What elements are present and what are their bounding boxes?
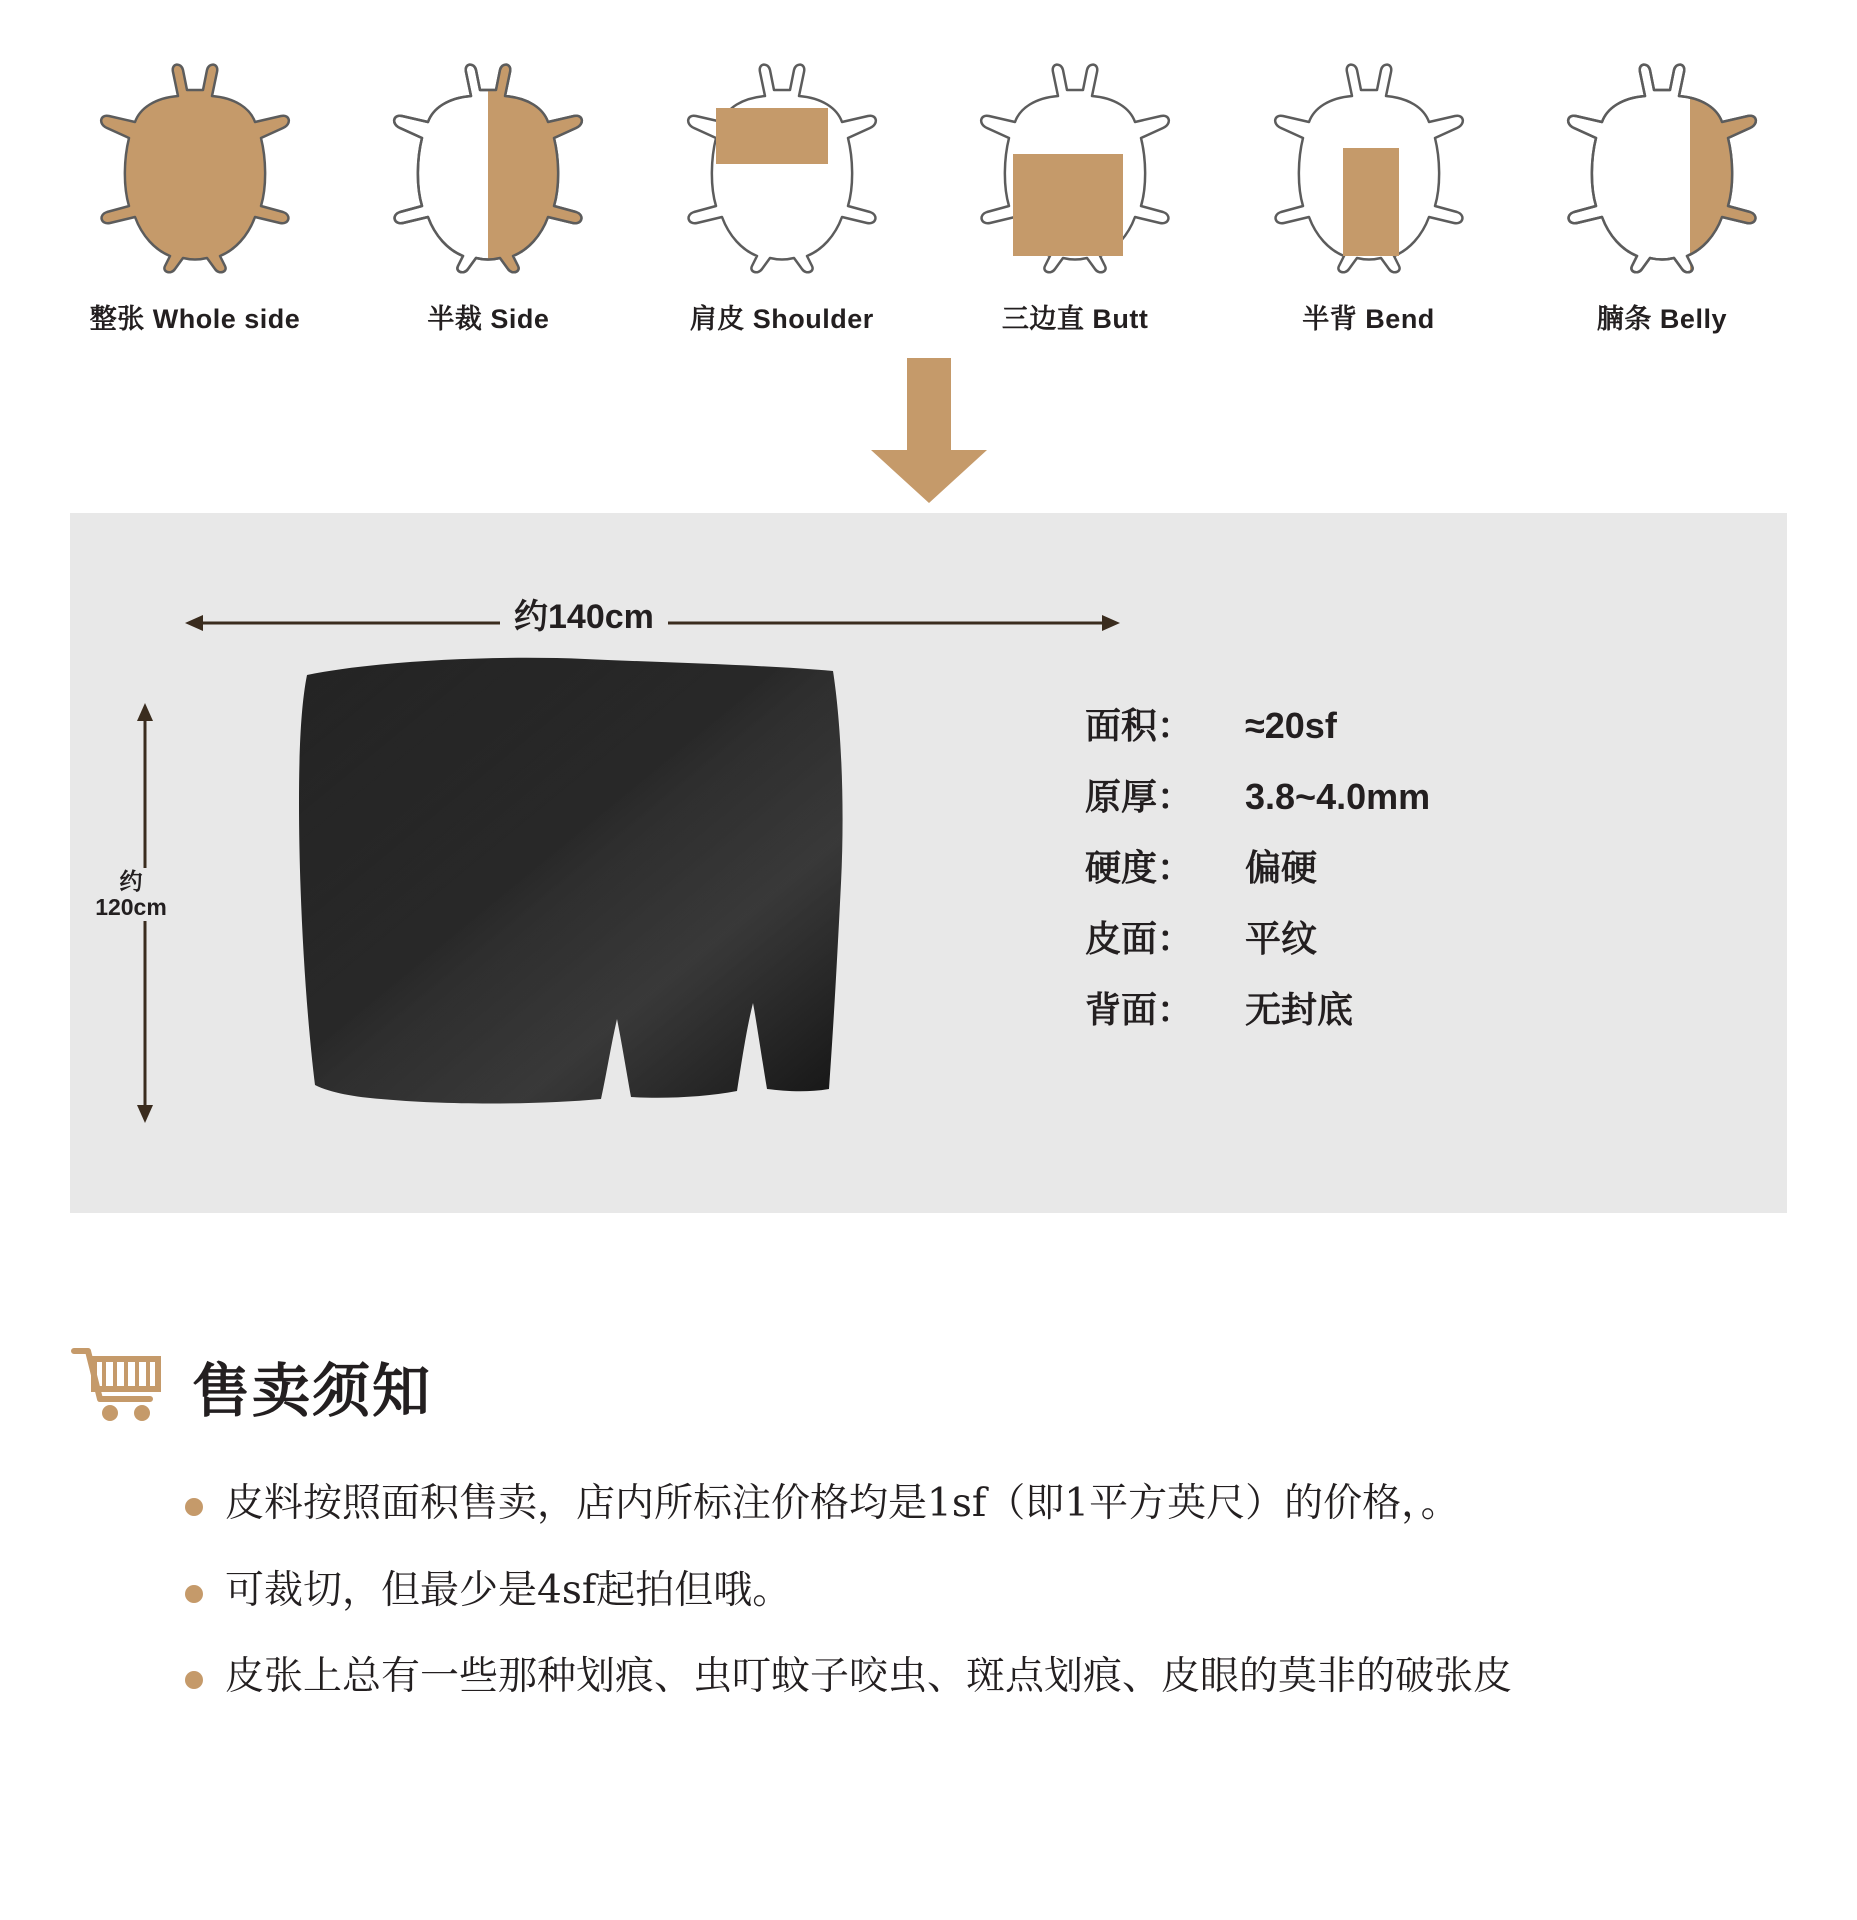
cut-type-butt bbox=[950, 60, 1200, 336]
spec-row bbox=[1085, 982, 1430, 1033]
list-item bbox=[185, 1565, 1787, 1618]
hide-shape-bend-icon bbox=[1269, 60, 1469, 275]
height-label bbox=[88, 868, 174, 921]
down-arrow-icon bbox=[0, 358, 1857, 503]
cut-type-label: 整张 Whole side bbox=[89, 304, 301, 334]
spec-row bbox=[1085, 698, 1430, 749]
spec-value: ≈20sf bbox=[1245, 705, 1337, 746]
height-label-line2: 120cm bbox=[95, 894, 167, 921]
spec-key: 皮面： bbox=[1085, 918, 1194, 959]
spec-row bbox=[1085, 769, 1430, 820]
spec-value: 3.8~4.0mm bbox=[1245, 776, 1431, 817]
spec-value: 无封底 bbox=[1245, 989, 1354, 1030]
sales-notice-section bbox=[0, 1343, 1857, 1704]
notice-header bbox=[70, 1343, 1787, 1428]
cut-type-label: 半背 Bend bbox=[1302, 304, 1435, 334]
notice-list bbox=[70, 1478, 1787, 1704]
hide-shape-side-icon bbox=[388, 60, 588, 275]
notice-item-text: 可裁切，但最少是4sf起拍但哦。 bbox=[225, 1567, 792, 1613]
bullet-icon bbox=[185, 1585, 203, 1603]
spec-row bbox=[1085, 840, 1430, 891]
cut-type-shoulder bbox=[657, 60, 907, 336]
spec-list bbox=[1085, 698, 1430, 1053]
hide-shape-belly-icon bbox=[1562, 60, 1762, 275]
spec-key: 背面： bbox=[1085, 989, 1194, 1030]
list-item bbox=[185, 1651, 1787, 1704]
notice-title: 售卖须知 bbox=[192, 1356, 433, 1425]
spec-key: 硬度： bbox=[1085, 847, 1194, 888]
cut-type-side bbox=[363, 60, 613, 336]
hide-shape-shoulder-icon bbox=[682, 60, 882, 275]
list-item bbox=[185, 1478, 1787, 1531]
cut-type-label: 三边直 Butt bbox=[1001, 304, 1149, 334]
cut-types-row bbox=[0, 0, 1857, 336]
height-label-line1: 约 bbox=[119, 868, 143, 894]
hide-shape-butt-icon bbox=[975, 60, 1175, 275]
hide-shape-whole-side-icon bbox=[95, 60, 295, 275]
notice-item-text: 皮料按照面积售卖，店内所标注价格均是1sf（即1平方英尺）的价格，。 bbox=[225, 1481, 1460, 1526]
hide-photo-panel bbox=[70, 513, 1787, 1213]
cut-type-label: 腩条 Belly bbox=[1596, 304, 1727, 334]
bullet-icon bbox=[185, 1671, 203, 1689]
spec-value: 偏硬 bbox=[1245, 847, 1318, 888]
cut-type-label: 半裁 Side bbox=[427, 304, 550, 334]
spec-value: 平纹 bbox=[1245, 918, 1318, 959]
spec-row bbox=[1085, 911, 1430, 962]
bullet-icon bbox=[185, 1498, 203, 1516]
cut-type-label: 肩皮 Shoulder bbox=[689, 304, 874, 334]
spec-key: 面积： bbox=[1085, 705, 1194, 746]
leather-hide-image bbox=[285, 653, 865, 1173]
notice-item-text: 皮张上总有一些那种划痕、虫叮蚊子咬虫、斑点划痕、皮眼的莫非的破张皮 bbox=[225, 1654, 1513, 1700]
width-label: 约140cm bbox=[500, 589, 668, 638]
shopping-cart-icon bbox=[70, 1343, 166, 1428]
spec-key: 原厚： bbox=[1085, 776, 1194, 817]
cut-type-bend bbox=[1244, 60, 1494, 336]
cut-type-belly bbox=[1537, 60, 1787, 336]
cut-type-whole-side bbox=[70, 60, 320, 336]
